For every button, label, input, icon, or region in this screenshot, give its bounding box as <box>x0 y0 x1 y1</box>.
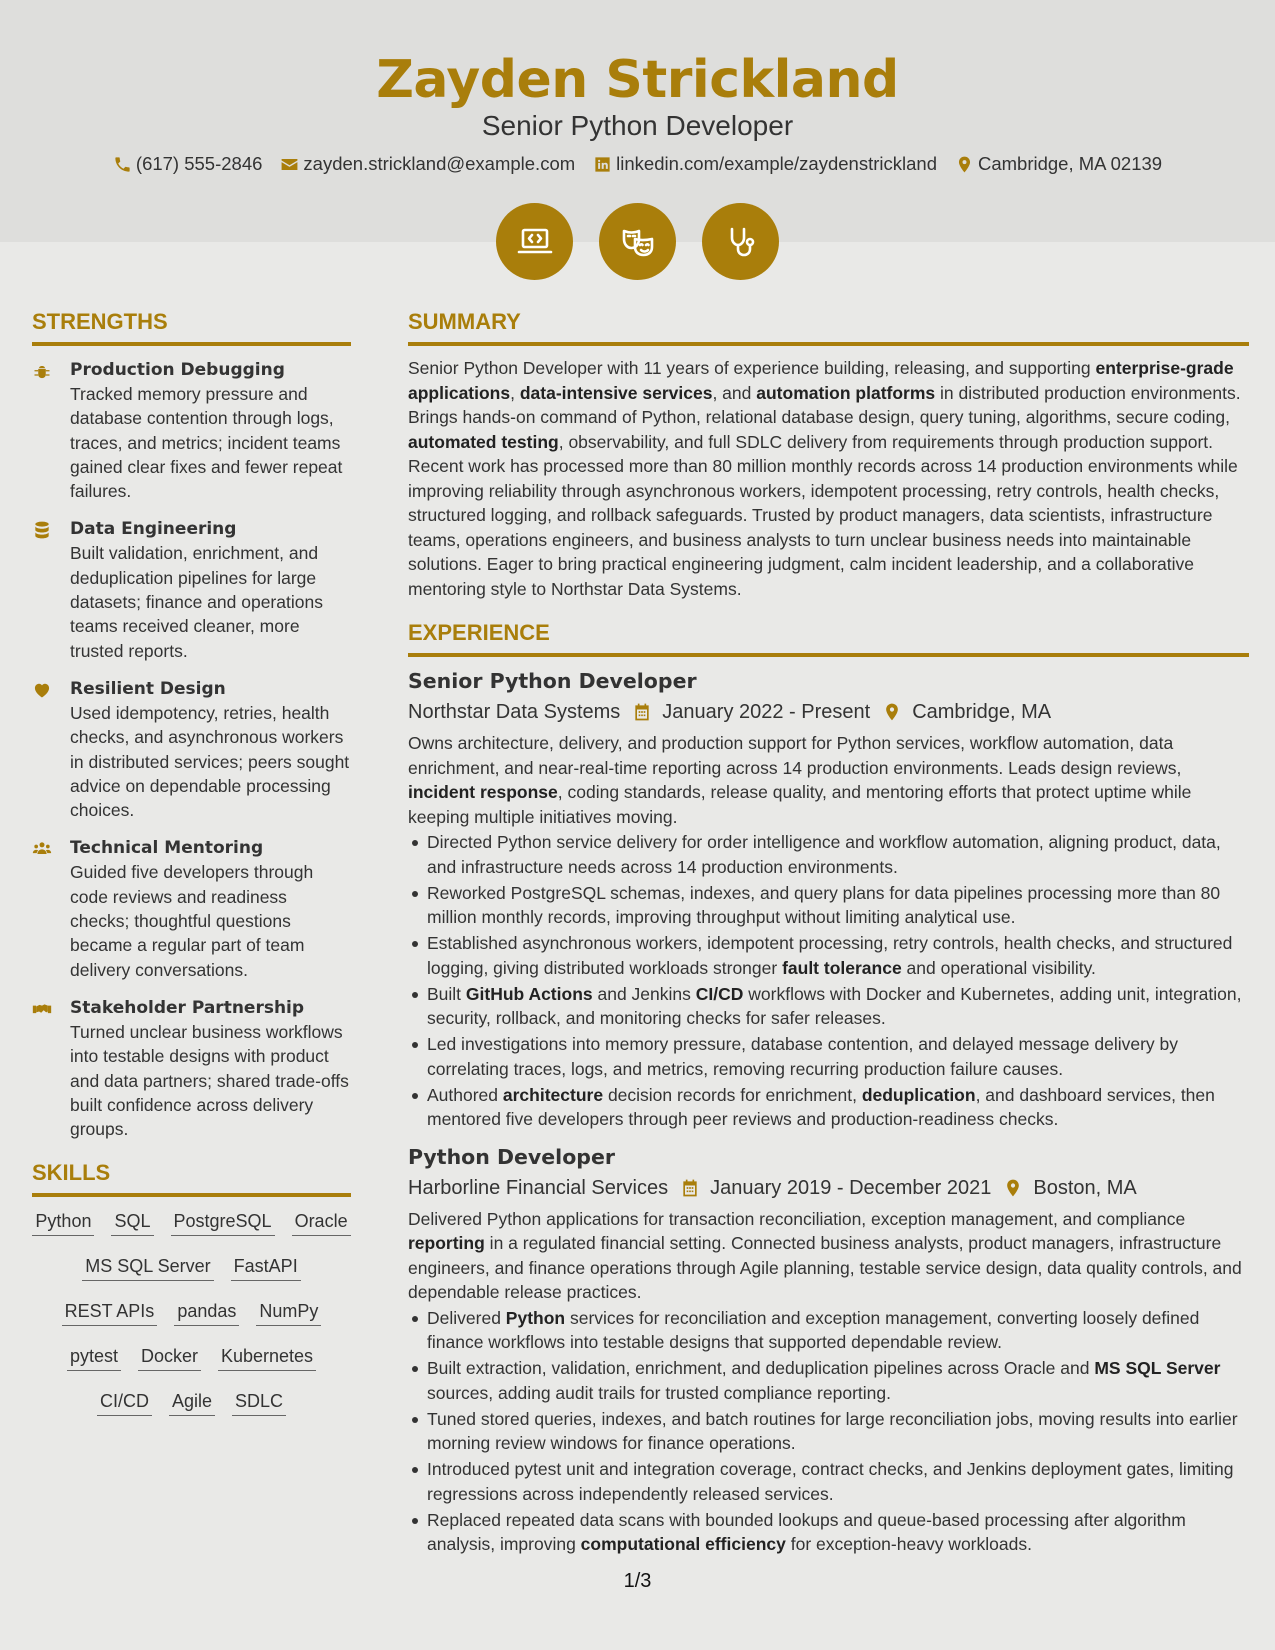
strength-title: Stakeholder Partnership <box>70 997 305 1018</box>
company-name: Harborline Financial Services <box>408 1176 669 1199</box>
contact-location <box>955 152 1162 176</box>
job-dates: January 2022 - Present <box>662 701 871 723</box>
strength-description: Built validation, enrichment, and deduplication pipelines for large datasets; finance and operations teams received cleaner, more trusted reports. <box>70 543 323 661</box>
strength-title: Production Debugging <box>70 360 285 380</box>
contact-email[interactable] <box>280 152 575 176</box>
skill-tag: Kubernetes <box>218 1344 316 1371</box>
map-pin-icon <box>1003 1178 1023 1198</box>
envelope-icon <box>280 155 299 174</box>
text-run: Established asynchronous workers, idempotent processing, retry controls, health checks, and structured logging, giving distributed workloads stronger <box>427 933 1233 978</box>
email-text: zayden.strickland@example.com <box>303 153 576 174</box>
heart-icon <box>32 680 52 700</box>
interest-badges <box>0 203 1275 280</box>
skill-row <box>32 1209 351 1254</box>
phone-text: (617) 555-2846 <box>135 153 263 174</box>
linkedin-icon <box>593 155 612 174</box>
bullet-item <box>408 1032 1249 1081</box>
bullet-item <box>408 830 1249 879</box>
strength-body <box>70 836 351 981</box>
job-title: Senior Python Developer <box>408 669 697 693</box>
phone-icon <box>113 155 132 174</box>
strength-icon-wrap <box>32 677 56 822</box>
strengths-list <box>32 358 351 1141</box>
page-indicator: 1/3 <box>623 1570 652 1592</box>
job-intro <box>408 1207 1249 1305</box>
right-column <box>408 308 1249 1558</box>
skills-section <box>32 1159 351 1434</box>
experience-section <box>408 619 1249 1557</box>
bullet-item <box>408 1457 1249 1506</box>
skill-tag: NumPy <box>256 1299 321 1326</box>
skill-tag: PostgreSQL <box>171 1209 275 1236</box>
text-run: Introduced pytest unit and integration coverage, contract checks, and Jenkins deployment gates, limiting regressions across independently released services. <box>427 1459 1234 1504</box>
badge-coding <box>496 203 573 280</box>
strength-icon-wrap <box>32 996 56 1141</box>
skill-tag: FastAPI <box>231 1254 301 1281</box>
strength-title: Resilient Design <box>70 678 226 699</box>
company-name: Northstar Data Systems <box>408 701 621 723</box>
strength-description: Guided five developers through code reviews and readiness checks; thoughtful questions became a regular part of team delivery conversations. <box>70 862 314 980</box>
bold-phrase: architecture <box>502 1084 604 1105</box>
skill-tag: SQL <box>111 1209 153 1236</box>
job-title: Python Developer <box>408 1144 615 1169</box>
text-run: workflows with Docker and Kubernetes, adding unit, integration, security, rollback, and monitoring checks for safer releases. <box>427 983 1242 1028</box>
skill-row <box>32 1299 351 1344</box>
job-entry <box>408 1144 1249 1557</box>
text-run: in a regulated financial setting. Connected business analysts, product managers, infrastructure engineers, and finance operations through Agile planning, testable service design, data quality controls, and dependable release practices. <box>408 1233 1242 1302</box>
bold-phrase: CI/CD <box>695 983 744 1004</box>
strength-description: Tracked memory pressure and database contention through logs, traces, and metrics; incident teams gained clear fixes and fewer repeat failures. <box>70 384 343 502</box>
strength-item <box>32 358 351 503</box>
text-run: Replaced repeated data scans with bounded lookups and queue-based processing after algorithm analysis, improving <box>427 1509 1186 1554</box>
skill-row <box>32 1389 351 1434</box>
strength-item <box>32 836 351 981</box>
skill-tag: REST APIs <box>62 1299 158 1326</box>
text-run: Senior Python Developer with 11 years of experience building, releasing, and supporting <box>408 358 1096 378</box>
job-entry <box>408 668 1249 1132</box>
strength-item <box>32 677 351 822</box>
strength-title: Data Engineering <box>70 519 237 540</box>
text-run: decision records for enrichment, <box>603 1084 862 1105</box>
contact-linkedin[interactable] <box>593 152 937 176</box>
map-pin-icon <box>955 155 974 174</box>
bold-phrase: automation platforms <box>756 382 936 403</box>
calendar-icon <box>680 1178 700 1198</box>
text-run: Delivered <box>427 1307 506 1328</box>
handshake-icon <box>32 999 52 1019</box>
bold-phrase: computational efficiency <box>580 1534 786 1554</box>
database-icon <box>32 520 52 540</box>
text-run: Delivered Python applications for transaction reconciliation, exception management, and compliance <box>408 1208 1186 1229</box>
strength-body <box>70 996 351 1141</box>
strength-item <box>32 996 351 1141</box>
contact-bar <box>0 152 1275 176</box>
text-run: services for reconciliation and exception management, converting loosely defined finance workflows into testable designs that supported dependable review. <box>427 1307 1200 1352</box>
bullet-item <box>408 1356 1249 1405</box>
text-run: for exception-heavy workloads. <box>785 1534 1032 1554</box>
candidate-title: Senior Python Developer <box>481 110 794 141</box>
skill-tag: Docker <box>138 1344 201 1371</box>
bold-phrase: Python <box>505 1307 566 1328</box>
left-column <box>32 308 351 1434</box>
bullet-item <box>408 931 1249 980</box>
text-run: sources, adding audit trails for trusted compliance reporting. <box>427 1382 891 1403</box>
strength-description: Turned unclear business workflows into testable designs with product and data partners; shared trade-offs built confidence across delivery groups. <box>70 1021 349 1140</box>
text-run: , and dashboard services, then mentored five developers through peer reviews and production-readiness checks. <box>427 1084 1215 1129</box>
skill-row <box>32 1254 351 1299</box>
bold-phrase: reporting <box>408 1233 485 1253</box>
skills-list <box>32 1209 351 1434</box>
strength-body <box>70 677 351 822</box>
summary-heading: SUMMARY <box>408 308 1249 346</box>
stethoscope-icon <box>721 222 761 262</box>
bold-phrase: MS SQL Server <box>1094 1358 1221 1378</box>
strength-icon-wrap <box>32 358 56 503</box>
laptop-code-icon <box>515 222 555 262</box>
bold-phrase: GitHub Actions <box>465 983 593 1004</box>
summary-text <box>408 356 1249 601</box>
bullet-item <box>408 881 1249 930</box>
skill-tag: SDLC <box>232 1389 286 1416</box>
bullet-item <box>408 982 1249 1031</box>
text-run: and operational visibility. <box>901 957 1096 978</box>
text-run: Authored <box>427 1084 503 1105</box>
text-run: Owns architecture, delivery, and production support for Python services, workflow automation, data enrichment, and near-real-time reporting across 14 production environments. Leads design reviews, <box>408 733 1182 778</box>
strength-title: Technical Mentoring <box>70 838 264 859</box>
skill-tag: MS SQL Server <box>82 1254 213 1281</box>
text-run: , observability, and full SDLC delivery from requirements through production support. Recent work has processed more than 80 million monthly records across 14 production environments while improving reliability through asynchronous workers, idempotent processing, retry controls, health checks, structured logging, and rollback safeguards. Trusted by product managers, data scientists, infrastructure teams, operations engineers, and business analysts to turn unclear business needs into maintainable solutions. Eager to bring practical engineering judgment, calm incident leadership, and a collaborative mentoring style to Northstar Data Systems. <box>408 431 1238 599</box>
badge-medical <box>702 203 779 280</box>
strength-icon-wrap <box>32 836 56 981</box>
calendar-icon <box>632 702 652 722</box>
job-list <box>408 668 1249 1557</box>
bold-phrase: automated testing <box>408 431 559 452</box>
skill-row <box>32 1344 351 1389</box>
map-pin-icon <box>882 702 902 722</box>
text-run: Tuned stored queries, indexes, and batch routines for large reconciliation jobs, moving results into earlier morning review windows for finance operations. <box>427 1408 1238 1453</box>
text-run: and Jenkins <box>592 983 696 1004</box>
theater-masks-icon <box>618 222 658 262</box>
text-run: Built extraction, validation, enrichment, and deduplication pipelines across Oracle and <box>427 1358 1095 1378</box>
job-dates: January 2019 - December 2021 <box>710 1176 992 1199</box>
job-location: Cambridge, MA <box>912 701 1052 723</box>
text-run: in distributed production environments. Brings hands-on command of Python, relational database design, query tuning, algorithms, secure coding, <box>408 382 1241 427</box>
job-location: Boston, MA <box>1033 1176 1137 1199</box>
bullet-item <box>408 1508 1249 1557</box>
badge-theater <box>599 203 676 280</box>
bold-phrase: deduplication <box>861 1084 976 1105</box>
candidate-name: Zayden Strickland <box>376 50 899 110</box>
skills-heading: SKILLS <box>32 1159 351 1197</box>
text-run: Led investigations into memory pressure, database contention, and delayed message delivery by correlating traces, logs, and metrics, removing recurring production failure causes. <box>427 1034 1178 1079</box>
linkedin-text: linkedin.com/example/zaydenstrickland <box>616 153 937 174</box>
bold-phrase: fault tolerance <box>782 957 902 978</box>
bold-phrase: incident response <box>408 782 558 802</box>
skill-tag: Oracle <box>292 1209 351 1236</box>
text-run: , <box>510 382 520 403</box>
bug-icon <box>32 361 52 381</box>
job-bullets <box>408 1306 1249 1557</box>
bullet-item <box>408 1407 1249 1456</box>
text-run: Built <box>427 983 466 1004</box>
skill-tag: Python <box>32 1209 94 1236</box>
text-run: Directed Python service delivery for order intelligence and workflow automation, aligning product, data, and infrastructure needs across 14 production environments. <box>427 832 1221 877</box>
job-meta <box>408 1173 1249 1203</box>
strength-body <box>70 358 351 503</box>
bold-phrase: enterprise-grade applications <box>408 358 1234 403</box>
experience-heading: EXPERIENCE <box>408 619 1249 657</box>
bullet-item <box>408 1083 1249 1132</box>
bullet-item <box>408 1306 1249 1355</box>
skill-tag: CI/CD <box>97 1389 152 1416</box>
text-run: Reworked PostgreSQL schemas, indexes, and query plans for data pipelines processing more than 80 million monthly records, improving throughput without limiting analytical use. <box>427 882 1221 927</box>
strengths-heading: STRENGTHS <box>32 308 351 346</box>
users-icon <box>32 839 52 859</box>
location-text: Cambridge, MA 02139 <box>977 153 1163 174</box>
text-run: , and <box>712 382 757 403</box>
job-bullets <box>408 830 1249 1132</box>
job-meta <box>408 697 1249 727</box>
strength-icon-wrap <box>32 517 56 662</box>
strength-item <box>32 517 351 662</box>
job-intro <box>408 731 1249 829</box>
contact-phone[interactable] <box>113 152 263 176</box>
strength-body <box>70 517 351 662</box>
skill-tag: Agile <box>169 1389 215 1416</box>
text-run: , coding standards, release quality, and mentoring efforts that protect uptime while keeping multiple initiatives moving. <box>408 782 1192 827</box>
strength-description: Used idempotency, retries, health checks, and asynchronous workers in distributed services; peers sought advice on dependable processing choices. <box>70 702 350 821</box>
bold-phrase: data-intensive services <box>519 382 713 403</box>
skill-tag: pytest <box>67 1344 121 1371</box>
skill-tag: pandas <box>174 1299 239 1326</box>
